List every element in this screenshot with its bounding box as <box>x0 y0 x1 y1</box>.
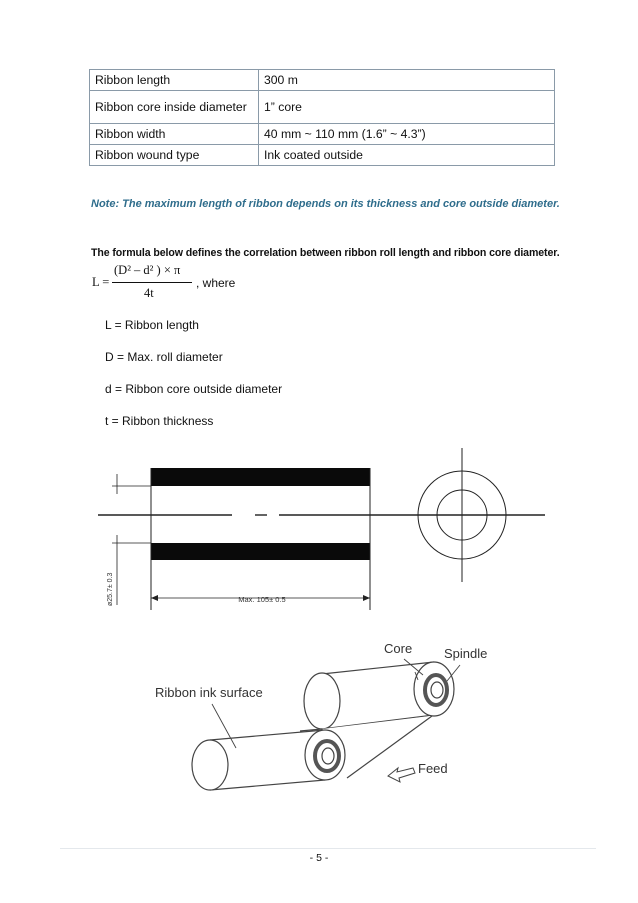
spec-label: Ribbon core inside diameter <box>90 91 259 124</box>
feed-label: Feed <box>418 761 448 776</box>
spec-value: 40 mm ~ 110 mm (1.6” ~ 4.3”) <box>259 124 555 145</box>
definition-item: d = Ribbon core outside diameter <box>105 382 283 396</box>
spec-value: 1” core <box>259 91 555 124</box>
footer-divider <box>60 848 596 849</box>
spindle-label: Spindle <box>444 646 488 661</box>
length-dimension: Max. 105± 0.5 <box>238 595 286 604</box>
ribbon-dimension-drawing <box>98 448 545 610</box>
ribbon-length-note: Note: The maximum length of ribbon depends on its thickness and core outside diameter. <box>91 198 560 210</box>
formula-numerator: (D² – d² ) × π <box>114 263 181 277</box>
spec-value: 300 m <box>259 70 555 91</box>
ribbon-bottom-band <box>151 543 370 560</box>
definition-item: L = Ribbon length <box>105 318 199 332</box>
formula-denominator: 4t <box>144 286 154 300</box>
diameter-dimension: ø25.7± 0.3 <box>107 572 114 606</box>
spec-label: Ribbon width <box>90 124 259 145</box>
formula-intro: The formula below defines the correlation between ribbon roll length and ribbon core diameter. <box>91 247 560 259</box>
spec-value: Ink coated outside <box>259 145 555 166</box>
formula-where: , where <box>196 276 236 290</box>
spec-label: Ribbon length <box>90 70 259 91</box>
page-number: - 5 - <box>309 852 329 864</box>
spec-label: Ribbon wound type <box>90 145 259 166</box>
core-label: Core <box>384 641 413 656</box>
ink-surface-label: Ribbon ink surface <box>155 685 263 700</box>
definition-item: t = Ribbon thickness <box>105 414 214 428</box>
definition-item: D = Max. roll diameter <box>105 350 223 364</box>
ribbon-top-band <box>151 468 370 486</box>
formula-lhs: L = <box>92 275 110 289</box>
